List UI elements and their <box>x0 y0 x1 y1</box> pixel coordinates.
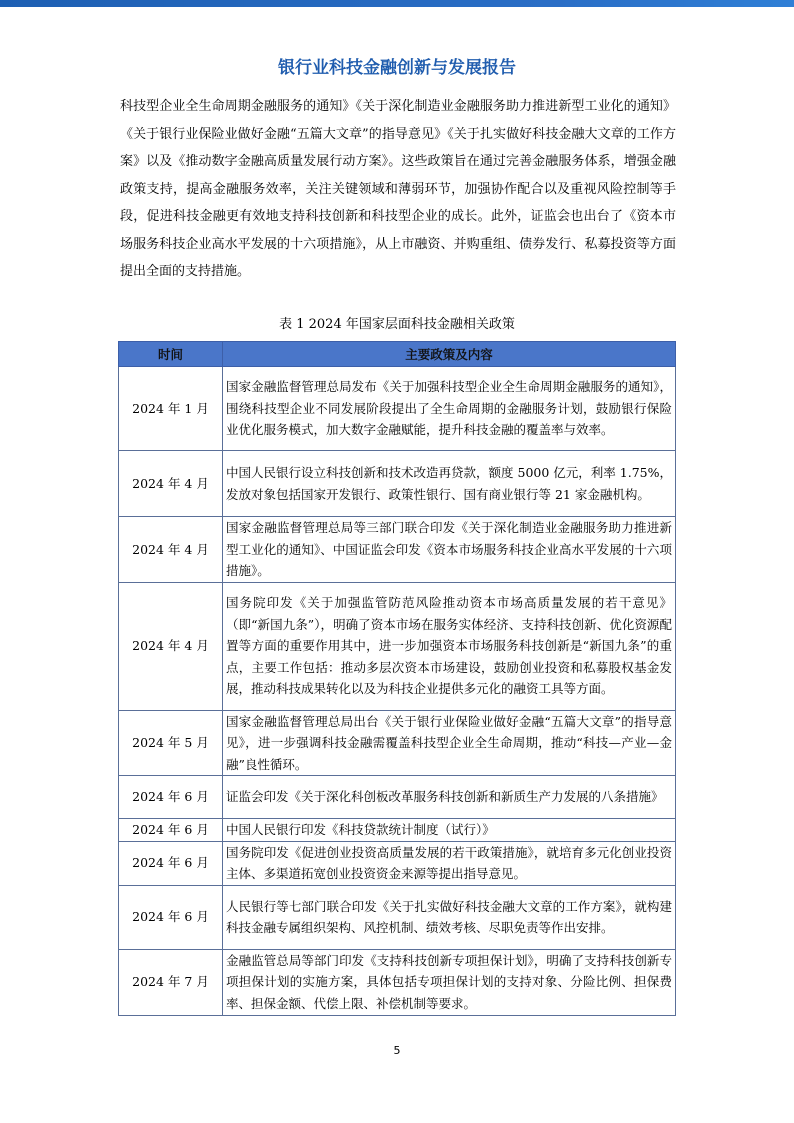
row-content: 中国人民银行印发《科技贷款统计制度（试行）》 <box>223 819 676 842</box>
column-header-time: 时间 <box>119 342 223 367</box>
intro-paragraph: 科技型企业全生命周期金融服务的通知》《关于深化制造业金融服务助力推进新型工业化的通知》《关于银行业保险业做好金融“五篇大文章”的指导意见》《关于扎实做好科技金融大文章的工作方案》以及《推动数字金融高质量发展行动方案》。这些政策旨在通过完善金融服务体系，增强金融政策支持，提高金融服务效率，关注关键领域和薄弱环节，加强协作配合以及重视风险控制等手段，促进科技金融更有效地支持科技创新和科技型企业的成长。此外，证监会也出台了《资本市场服务科技企业高水平发展的十六项措施》，从上市融资、并购重组、债券发行、私募投资等方面提出全面的支持措施。 <box>120 99 676 279</box>
row-content: 人民银行等七部门联合印发《关于扎实做好科技金融大文章的工作方案》，就构建科技金融专属组织架构、风控机制、绩效考核、尽职免责等作出安排。 <box>223 885 676 949</box>
table-row <box>119 841 676 885</box>
row-date: 2024 年 4 月 <box>119 582 223 710</box>
row-content: 证监会印发《关于深化科创板改革服务科技创新和新质生产力发展的八条措施》 <box>223 776 676 819</box>
table-row <box>119 451 676 517</box>
report-title: 银行业科技金融创新与发展报告 <box>278 58 516 78</box>
column-header-policy: 主要政策及内容 <box>223 342 676 367</box>
table-caption: 表 1 2024 年国家层面科技金融相关政策 <box>279 317 515 332</box>
header-bar <box>0 0 794 7</box>
row-content: 国务院印发《关于加强监管防范风险推动资本市场高质量发展的若干意见》（即“新国九条”），明确了资本市场在服务实体经济、支持科技创新、优化资源配置等方面的重要作用其中，进一步加强资本市场服务科技创新是“新国九条”的重点，主要工作包括：推动多层次资本市场建设，鼓励创业投资和私募股权基金发展，推动科技成果转化以及为科技企业提供多元化的融资工具等方面。 <box>223 582 676 710</box>
row-content: 国务院印发《促进创业投资高质量发展的若干政策措施》，就培育多元化创业投资主体、多渠道拓宽创业投资资金来源等提出指导意见。 <box>223 841 676 885</box>
table-row <box>119 819 676 842</box>
row-date: 2024 年 6 月 <box>119 776 223 819</box>
row-date: 2024 年 4 月 <box>119 451 223 517</box>
table-header-row <box>119 342 676 367</box>
table-row <box>119 710 676 776</box>
row-content: 国家金融监督管理总局等三部门联合印发《关于深化制造业金融服务助力推进新型工业化的通知》、中国证监会印发《资本市场服务科技企业高水平发展的十六项措施》。 <box>223 517 676 583</box>
table-row <box>119 776 676 819</box>
row-content: 中国人民银行设立科技创新和技术改造再贷款，额度 5000 亿元，利率 1.75%，发放对象包括国家开发银行、政策性银行、国有商业银行等 21 家金融机构。 <box>223 451 676 517</box>
row-content: 国家金融监督管理总局出台《关于银行业保险业做好金融“五篇大文章”的指导意见》，进一步强调科技金融需覆盖科技型企业全生命周期，推动“科技—产业—金融”良性循环。 <box>223 710 676 776</box>
table-row <box>119 582 676 710</box>
table-row <box>119 517 676 583</box>
row-date: 2024 年 6 月 <box>119 841 223 885</box>
row-date: 2024 年 4 月 <box>119 517 223 583</box>
policy-table <box>118 341 676 1016</box>
row-date: 2024 年 5 月 <box>119 710 223 776</box>
row-content: 国家金融监督管理总局发布《关于加强科技型企业全生命周期金融服务的通知》，围绕科技型企业不同发展阶段提出了全生命周期的金融服务计划，鼓励银行保险业优化服务模式，加大数字金融赋能，提升科技金融的覆盖率与效率。 <box>223 367 676 451</box>
row-date: 2024 年 6 月 <box>119 885 223 949</box>
row-date: 2024 年 7 月 <box>119 949 223 1015</box>
row-date: 2024 年 6 月 <box>119 819 223 842</box>
page-number: 5 <box>393 1044 401 1057</box>
table-row <box>119 885 676 949</box>
table-row <box>119 949 676 1015</box>
row-content: 金融监管总局等部门印发《支持科技创新专项担保计划》，明确了支持科技创新专项担保计划的实施方案，具体包括专项担保计划的支持对象、分险比例、担保费率、担保金额、代偿上限、补偿机制等要求。 <box>223 949 676 1015</box>
table-row <box>119 367 676 451</box>
row-date: 2024 年 1 月 <box>119 367 223 451</box>
